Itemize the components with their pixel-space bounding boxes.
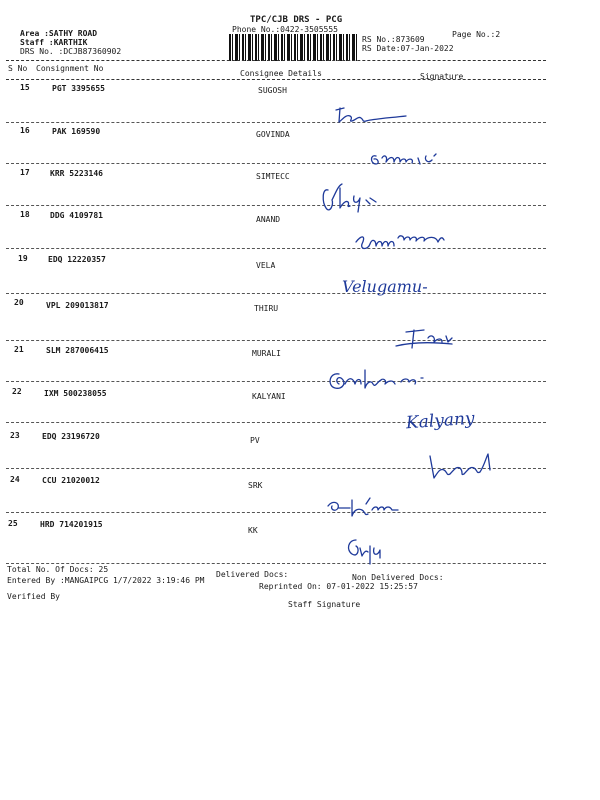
rs-date: RS Date:07-Jan-2022	[362, 44, 454, 53]
delivered-docs: Delivered Docs:	[216, 570, 289, 579]
header-rule	[6, 60, 546, 61]
row-consignment: KRR 5223146	[50, 169, 103, 178]
row-consignment: PAK 169590	[52, 127, 101, 136]
row-sno: 23	[10, 431, 20, 440]
signature-pv	[420, 448, 500, 484]
row-sno: 25	[8, 519, 18, 528]
row-consignee: VELA	[256, 261, 276, 270]
row-consignment: IXM 500238055	[44, 389, 107, 398]
row-consignee: KALYANI	[252, 392, 286, 401]
row-consignee: SUGOSH	[258, 86, 287, 95]
col-consignment: Consignment No	[36, 64, 104, 73]
row-consignee: SRK	[248, 481, 263, 490]
area-label: Area :SATHY ROAD	[20, 29, 98, 38]
row-consignee: MURALI	[252, 349, 281, 358]
row-sno: 24	[10, 475, 20, 484]
row-divider	[6, 381, 546, 382]
entered-by: Entered By :MANGAIPCG 1/7/2022 3:19:46 PM	[7, 576, 205, 585]
reprinted-on: Reprinted On: 07-01-2022 15:25:57	[259, 582, 418, 591]
signature-thiru	[392, 326, 462, 354]
row-consignee: KK	[248, 526, 258, 535]
row-consignment: SLM 287006415	[46, 346, 109, 355]
row-consignment: VPL 209013817	[46, 301, 109, 310]
staff-signature-label: Staff Signature	[288, 600, 361, 609]
staff-label: Staff :KARTHIK	[20, 38, 88, 47]
row-sno: 21	[14, 345, 24, 354]
page-number: Page No.:2	[452, 30, 501, 39]
signature-govinda	[368, 148, 448, 172]
signature-srk	[322, 494, 402, 520]
col-consignee: Consignee Details	[240, 69, 322, 78]
row-sno: 19	[18, 254, 28, 263]
signature-murali	[325, 366, 435, 394]
drs-number: DRS No. :DCJB87360902	[20, 47, 122, 56]
verified-by: Verified By	[7, 592, 60, 601]
row-sno: 18	[20, 210, 30, 219]
row-divider	[6, 163, 546, 164]
total-docs: Total No. Of Docs: 25	[7, 565, 109, 574]
col-signature: Signature	[420, 72, 464, 81]
row-consignee: PV	[250, 436, 260, 445]
row-sno: 20	[14, 298, 24, 307]
row-sno: 17	[20, 168, 30, 177]
row-consignee: SIMTECC	[256, 172, 290, 181]
row-divider	[6, 293, 546, 294]
row-consignment: CCU 21020012	[42, 476, 100, 485]
signature-vela: Velugamu-	[342, 277, 428, 296]
signature-simtecc	[318, 178, 388, 218]
row-consignment: HRD 714201915	[40, 520, 103, 529]
signature-kalyani: Kalyany	[405, 408, 476, 434]
non-delivered-docs: Non Delivered Docs:	[352, 573, 444, 582]
document-title: TPC/CJB DRS - PCG	[250, 15, 343, 25]
row-consignment: PGT 3395655	[52, 84, 105, 93]
row-consignee: GOVINDA	[256, 130, 290, 139]
row-sno: 15	[20, 83, 30, 92]
row-consignment: EDQ 12220357	[48, 255, 106, 264]
row-consignee: ANAND	[256, 215, 281, 224]
row-sno: 16	[20, 126, 30, 135]
barcode	[229, 34, 359, 61]
row-divider	[6, 563, 546, 564]
phone-number: Phone No.:0422-3505555	[232, 25, 338, 34]
signature-anand	[352, 228, 452, 258]
row-divider	[6, 205, 546, 206]
column-header-rule	[6, 79, 546, 80]
signature-sugosh	[330, 104, 410, 128]
row-sno: 22	[12, 387, 22, 396]
row-divider	[6, 122, 546, 123]
row-consignment: EDQ 23196720	[42, 432, 100, 441]
rs-number: RS No.:873609	[362, 35, 425, 44]
row-consignee: THIRU	[254, 304, 279, 313]
row-divider	[6, 512, 546, 513]
signature-kk	[342, 534, 392, 566]
col-sno: S No	[8, 64, 28, 73]
row-divider	[6, 248, 546, 249]
row-divider	[6, 340, 546, 341]
row-consignment: DDG 4109781	[50, 211, 103, 220]
